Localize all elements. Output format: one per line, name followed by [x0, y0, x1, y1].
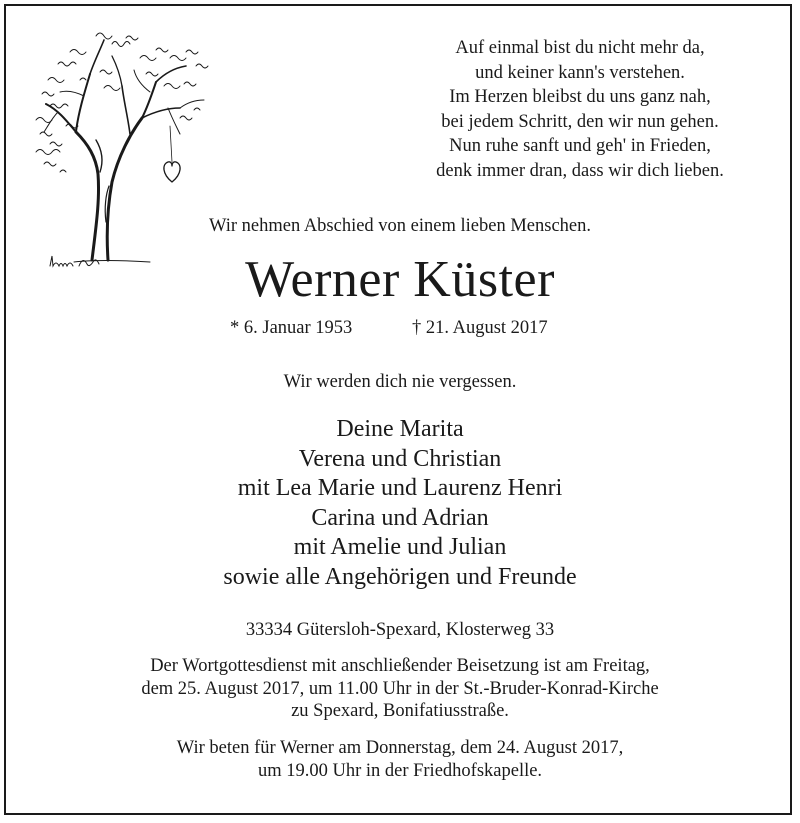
poem-line: Auf einmal bist du nicht mehr da, [455, 38, 705, 58]
poem-line: denk immer dran, dass wir dich lieben. [436, 160, 724, 181]
service-line: Der Wortgottesdienst mit anschließender Beisetzung ist am Freitag, [150, 656, 650, 676]
family-address: 33334 Gütersloh-Spexard, Klosterweg 33 [245, 620, 555, 640]
motto: Wir werden dich nie vergessen. [283, 372, 517, 392]
mourner-line: mit Lea Marie und Laurenz Henri [237, 475, 563, 501]
birth-date: * 6. Januar 1953 [230, 318, 353, 338]
prayer-line: Wir beten für Werner am Donnerstag, dem 24. August 2017, [176, 738, 624, 758]
mourner-line: sowie alle Angehörigen und Freunde [223, 563, 577, 590]
mourner-line: Carina und Adrian [311, 504, 489, 531]
tree-icon [30, 22, 215, 282]
poem-line: und keiner kann's verstehen. [475, 62, 685, 83]
mourner-line: mit Amelie und Julian [293, 534, 507, 560]
service-line: zu Spexard, Bonifatiusstraße. [291, 701, 509, 721]
service-info [0, 655, 800, 723]
service-line: dem 25. August 2017, um 11.00 Uhr in der St.-Bruder-Konrad-Kirche [141, 678, 659, 699]
poem-line: bei jedem Schritt, den wir nun gehen. [441, 111, 719, 132]
farewell-intro: Wir nehmen Abschied von einem lieben Menschen. [209, 216, 591, 236]
mourner-line: Deine Marita [336, 416, 464, 442]
mourners-list [0, 415, 800, 592]
poem-line: Im Herzen bleibst du uns ganz nah, [449, 87, 711, 107]
poem [390, 36, 770, 183]
deceased-name: Werner Küster [245, 251, 555, 308]
mourner-line: Verena und Christian [298, 445, 502, 472]
prayer-info [0, 737, 800, 782]
poem-line: Nun ruhe sanft und geh' in Frieden, [449, 136, 711, 156]
prayer-line: um 19.00 Uhr in der Friedhofskapelle. [257, 760, 543, 781]
death-date: † 21. August 2017 [412, 318, 548, 338]
